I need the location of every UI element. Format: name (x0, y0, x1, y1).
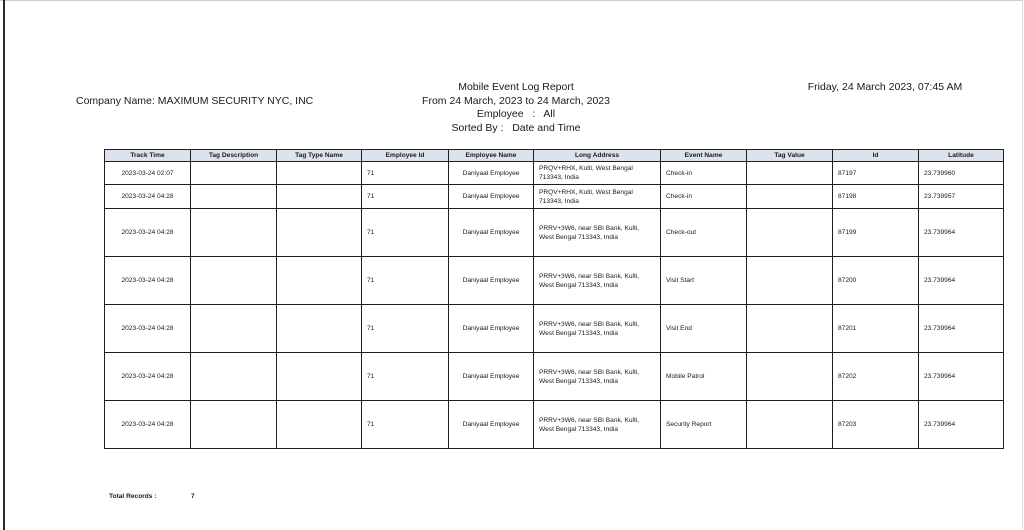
page-edge-divider (3, 0, 5, 530)
column-header-track-time: Track Time (105, 150, 191, 162)
cell-latitude: 23.739964 (919, 305, 1004, 353)
report-header (390, 81, 642, 136)
employee-filter: Employee : All (476, 108, 556, 121)
column-header-id: Id (833, 150, 919, 162)
table-row (105, 185, 1004, 209)
report-generated-date: Friday, 24 March 2023, 07:45 AM (807, 81, 963, 93)
cell-latitude: 23.739964 (919, 353, 1004, 401)
total-records-label: Total Records : (109, 493, 157, 500)
cell-employee-name: Daniyaal Employee (449, 257, 534, 305)
cell-tag-type-name (277, 209, 362, 257)
cell-latitude: 23.739960 (919, 162, 1004, 185)
column-header-long-address: Long Address (534, 150, 661, 162)
cell-employee-id: 71 (362, 401, 449, 449)
cell-tag-description (191, 353, 277, 401)
cell-employee-id: 71 (362, 162, 449, 185)
cell-track-time: 2023-03-24 04:28 (105, 257, 191, 305)
cell-employee-name: Daniyaal Employee (449, 353, 534, 401)
column-header-event-name: Event Name (661, 150, 747, 162)
cell-id: 87202 (833, 353, 919, 401)
table-row (105, 353, 1004, 401)
cell-tag-value (747, 162, 833, 185)
cell-latitude: 23.739957 (919, 185, 1004, 209)
cell-id: 87199 (833, 209, 919, 257)
cell-event-name: Visit End (661, 305, 747, 353)
cell-track-time: 2023-03-24 04:28 (105, 353, 191, 401)
cell-tag-value (747, 305, 833, 353)
cell-id: 87197 (833, 162, 919, 185)
cell-tag-type-name (277, 257, 362, 305)
report-title: Mobile Event Log Report (458, 81, 574, 93)
cell-tag-type-name (277, 185, 362, 209)
cell-tag-description (191, 162, 277, 185)
cell-tag-value (747, 257, 833, 305)
cell-employee-name: Daniyaal Employee (449, 401, 534, 449)
table-row (105, 257, 1004, 305)
cell-employee-name: Daniyaal Employee (449, 185, 534, 209)
column-header-latitude: Latitude (919, 150, 1004, 162)
cell-tag-type-name (277, 305, 362, 353)
table-row (105, 209, 1004, 257)
cell-long-address: PRRV+3W6, near SBI Bank, Kulti, West Bengal 713343, India (534, 401, 661, 449)
cell-tag-description (191, 209, 277, 257)
cell-tag-description (191, 401, 277, 449)
table-row (105, 305, 1004, 353)
cell-long-address: PRRV+3W6, near SBI Bank, Kulti, West Bengal 713343, India (534, 257, 661, 305)
cell-id: 87198 (833, 185, 919, 209)
cell-track-time: 2023-03-24 02:07 (105, 162, 191, 185)
cell-long-address: PRRV+3W6, near SBI Bank, Kulti, West Bengal 713343, India (534, 305, 661, 353)
column-header-employee-name: Employee Name (449, 150, 534, 162)
cell-event-name: Check-out (661, 209, 747, 257)
cell-employee-id: 71 (362, 353, 449, 401)
cell-tag-type-name (277, 401, 362, 449)
cell-tag-value (747, 185, 833, 209)
cell-event-name: Security Report (661, 401, 747, 449)
cell-tag-value (747, 209, 833, 257)
cell-employee-id: 71 (362, 185, 449, 209)
cell-long-address: PRQV+RHX, Kulti, West Bengal 713343, India (534, 162, 661, 185)
cell-id: 87200 (833, 257, 919, 305)
cell-track-time: 2023-03-24 04:28 (105, 305, 191, 353)
cell-tag-description (191, 185, 277, 209)
cell-track-time: 2023-03-24 04:28 (105, 209, 191, 257)
cell-event-name: Mobile Patrol (661, 353, 747, 401)
cell-event-name: Visit Start (661, 257, 747, 305)
cell-latitude: 23.739964 (919, 257, 1004, 305)
cell-latitude: 23.739964 (919, 401, 1004, 449)
cell-long-address: PRRV+3W6, near SBI Bank, Kulti, West Bengal 713343, India (534, 209, 661, 257)
cell-long-address: PRQV+RHX, Kulti, West Bengal 713343, India (534, 185, 661, 209)
cell-event-name: Check-in (661, 162, 747, 185)
sort-order: Sorted By : Date and Time (451, 122, 581, 135)
table-row (105, 162, 1004, 185)
cell-event-name: Check-in (661, 185, 747, 209)
column-header-tag-description: Tag Description (191, 150, 277, 162)
cell-employee-name: Daniyaal Employee (449, 162, 534, 185)
cell-tag-type-name (277, 353, 362, 401)
table-row (105, 401, 1004, 449)
report-date-range: From 24 March, 2023 to 24 March, 2023 (422, 94, 610, 107)
cell-tag-value (747, 401, 833, 449)
cell-track-time: 2023-03-24 04:28 (105, 401, 191, 449)
cell-long-address: PRRV+3W6, near SBI Bank, Kulti, West Bengal 713343, India (534, 353, 661, 401)
event-log-table (104, 149, 1004, 449)
column-header-tag-type-name: Tag Type Name (277, 150, 362, 162)
cell-tag-description (191, 257, 277, 305)
cell-id: 87203 (833, 401, 919, 449)
column-header-tag-value: Tag Value (747, 150, 833, 162)
cell-tag-value (747, 353, 833, 401)
total-records-count: 7 (191, 493, 195, 500)
cell-id: 87201 (833, 305, 919, 353)
cell-latitude: 23.739964 (919, 209, 1004, 257)
cell-employee-id: 71 (362, 257, 449, 305)
total-records (109, 493, 195, 500)
column-header-employee-id: Employee Id (362, 150, 449, 162)
cell-track-time: 2023-03-24 04:28 (105, 185, 191, 209)
cell-tag-description (191, 305, 277, 353)
cell-employee-id: 71 (362, 305, 449, 353)
company-name: Company Name: MAXIMUM SECURITY NYC, INC (76, 95, 314, 107)
cell-employee-id: 71 (362, 209, 449, 257)
table-header-row (105, 150, 1004, 162)
cell-employee-name: Daniyaal Employee (449, 209, 534, 257)
cell-tag-type-name (277, 162, 362, 185)
cell-employee-name: Daniyaal Employee (449, 305, 534, 353)
